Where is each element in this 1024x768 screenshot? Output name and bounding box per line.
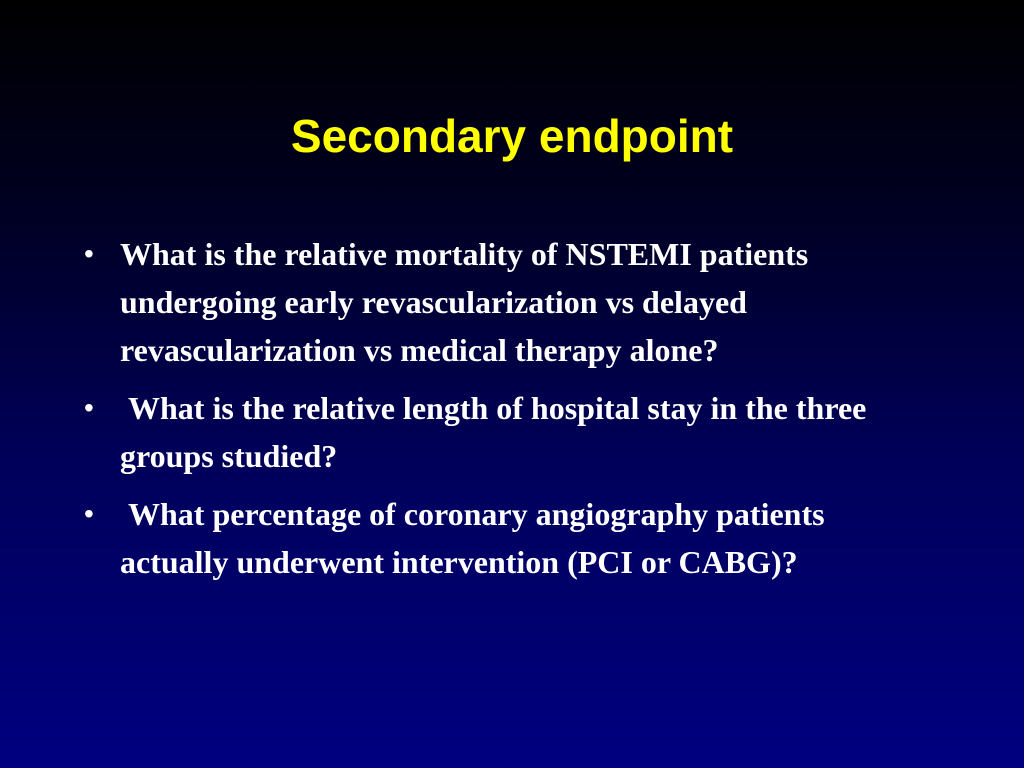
slide-title: Secondary endpoint xyxy=(290,110,734,162)
bullet-text: What is the relative length of hospital stay in the three groups studied? xyxy=(120,390,875,474)
bullet-text: What percentage of coronary angiography patients actually underwent intervention (PCI or CABG)? xyxy=(120,496,833,580)
bullet-item xyxy=(82,384,922,480)
bullet-icon: • xyxy=(84,498,94,529)
bullet-item xyxy=(82,490,922,586)
bullet-item xyxy=(82,230,922,374)
bullet-icon: • xyxy=(84,238,94,269)
bullet-text: What is the relative mortality of NSTEMI patients undergoing early revascularization vs delayed revascularization vs medical therapy alone? xyxy=(120,236,817,368)
bullet-icon: • xyxy=(84,392,94,423)
bullet-list xyxy=(82,230,922,596)
